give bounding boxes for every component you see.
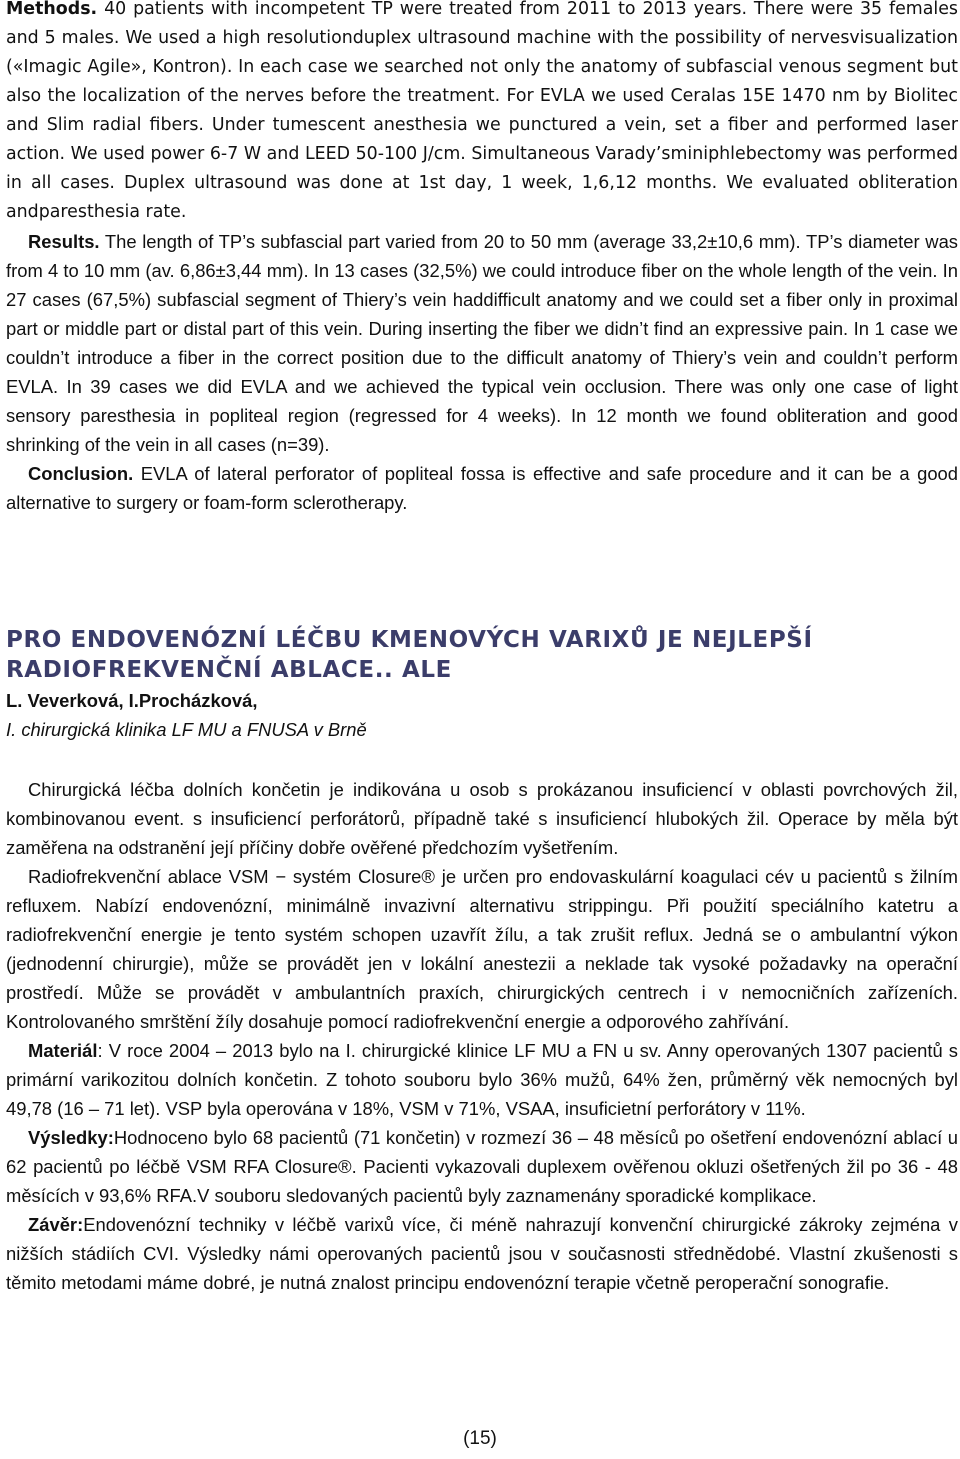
conclusion-cz-paragraph <box>6 1210 958 1297</box>
material-label: Materiál <box>28 1040 98 1061</box>
intro-paragraph-1: Chirurgická léčba dolních končetin je indikována u osob s prokázanou insuficiencí v oblasti povrchových žil, kombinovanou event. s insuficiencí perforátorů, případně také s insuficiencí hlubokých žil. Operace by měla být zaměřena na odstranění její příčiny dobře ověřené předchozím vyšetřením. <box>6 779 958 858</box>
material-paragraph <box>6 1036 958 1123</box>
conclusion-paragraph <box>6 459 958 517</box>
conclusion-text: EVLA of lateral perforator of popliteal fossa is effective and safe procedure and it can be a good alternative to surgery or foam-form sclerotherapy. <box>6 463 958 513</box>
intro-paragraph-2: Radiofrekvenční ablace VSM − systém Closure® je určen pro endovaskulární koagulaci cév u pacientů s žilním refluxem. Nabízí endovenózní, minimálně invazivní alternativu strippingu. Při použití speciálního katetru a radiofrekvenční energie je tento systém schopen uzavřít žílu, a tak zrušit reflux. Jedná se o ambulantní výkon (jednodenní chirurgie), může se provádět jen v lokální anestezii a neklade tak vysoké požadavky na operační prostředí. Může se provádět v ambulantních praxích, chirurgických centrech i v nemocničních zařízeních. Kontrolovaného smrštění žíly dosahuje pomocí radiofrekvenční energie a odporového zahřívání. <box>6 866 958 1032</box>
article-affiliation: I. chirurgická klinika LF MU a FNUSA v Brně <box>6 719 367 740</box>
results-cz-label: Výsledky: <box>28 1127 114 1148</box>
results-label: Results. <box>28 231 100 252</box>
article-title <box>6 625 958 685</box>
conclusion-cz-label: Závěr: <box>28 1214 84 1235</box>
title-line-2: RADIOFREKVENČNÍ ABLACE.. ALE <box>6 657 452 683</box>
results-cz-paragraph <box>6 1123 958 1210</box>
material-text: : V roce 2004 – 2013 bylo na I. chirurgické klinice LF MU a FN u sv. Anny operovaných 1307 pacientů s primární varikozitou dolních končetin. Z tohoto souboru bylo 36% mužů, 64% žen, průměrný věk nemocných byl 49,78 (16 – 71 let). VSP byla operována v 18%, VSM v 71%, VSAA, insuficietní perforátory v 11%. <box>6 1040 958 1119</box>
conclusion-label: Conclusion. <box>28 463 134 484</box>
conclusion-cz-text: Endovenózní techniky v léčbě varixů více, či méně nahrazují konvenční chirurgické zákroky zejména v nižších stádiích CVI. Výsledky námi operovaných pacientů jsou v současnosti střednědobé. Vlastní zkušenosti s těmito metodami máme dobré, je nutná znalost principu endovenózní terapie včetně peroperační sonografie. <box>6 1214 958 1293</box>
methods-paragraph <box>6 0 958 227</box>
methods-text: 40 patients with incompetent TP were treated from 2011 to 2013 years. There were 35 females and 5 males. We used a high resolutionduplex ultrasound machine with the possibility of nervesvisualization («Imagic Agile», Kontron). In each case we searched not only the anatomy of subfascial venous segment but also the localization of the nerves before the treatment. For EVLA we used Ceralas 15E 1470 nm by Biolitec and Slim radial fibers. Under tumescent anesthesia we punctured a vein, set a fiber and performed laser action. We used power 6-7 W and LEED 50-100 J/cm. Simultaneous Varady’sminiphlebectomy was performed in all cases. Duplex ultrasound was done at 1st day, 1 week, 1,6,12 months. We evaluated obliteration andparesthesia rate. <box>6 0 958 222</box>
title-line-1: PRO ENDOVENÓZNÍ LÉČBU KMENOVÝCH VARIXŮ JE NEJLEPŠÍ <box>6 627 813 653</box>
methods-label: Methods. <box>6 0 98 19</box>
results-paragraph <box>6 227 958 459</box>
article-authors: L. Veverková, I.Procházková, <box>6 690 258 711</box>
results-text: The length of TP’s subfascial part varied from 20 to 50 mm (average 33,2±10,6 mm). TP’s diameter was from 4 to 10 mm (av. 6,86±3,44 mm). In 13 cases (32,5%) we could introduce fiber on the whole length of the vein. In 27 cases (67,5%) subfascial segment of Thiery’s vein haddifficult anatomy and we could set a fiber only in proximal part or middle part or distal part of this vein. During inserting the fiber we didn’t find an expressive pain. In 1 case we couldn’t introduce a fiber in the correct position due to the difficult anatomy of Thiery’s vein and couldn’t perform EVLA. In 39 cases we did EVLA and we achieved the typical vein occlusion. There was only one case of light sensory paresthesia in popliteal region (regressed for 4 weeks). In 12 month we found obliteration and good shrinking of the vein in all cases (n=39). <box>6 231 958 455</box>
results-cz-text: Hodnoceno bylo 68 pacientů (71 končetin) v rozmezí 36 – 48 měsíců po ošetření endovenózní ablací u 62 pacientů po léčbě VSM RFA Closure®. Pacienti vykazovali duplexem ověřenou okluzi ošetřených žil po 36 - 48 měsících v 93,6% RFA.V souboru sledovaných pacientů byly zaznamenány sporadické komplikace. <box>6 1127 958 1206</box>
page-number: (15) <box>463 1428 497 1449</box>
english-abstract <box>6 0 958 517</box>
article-body <box>6 775 958 1297</box>
